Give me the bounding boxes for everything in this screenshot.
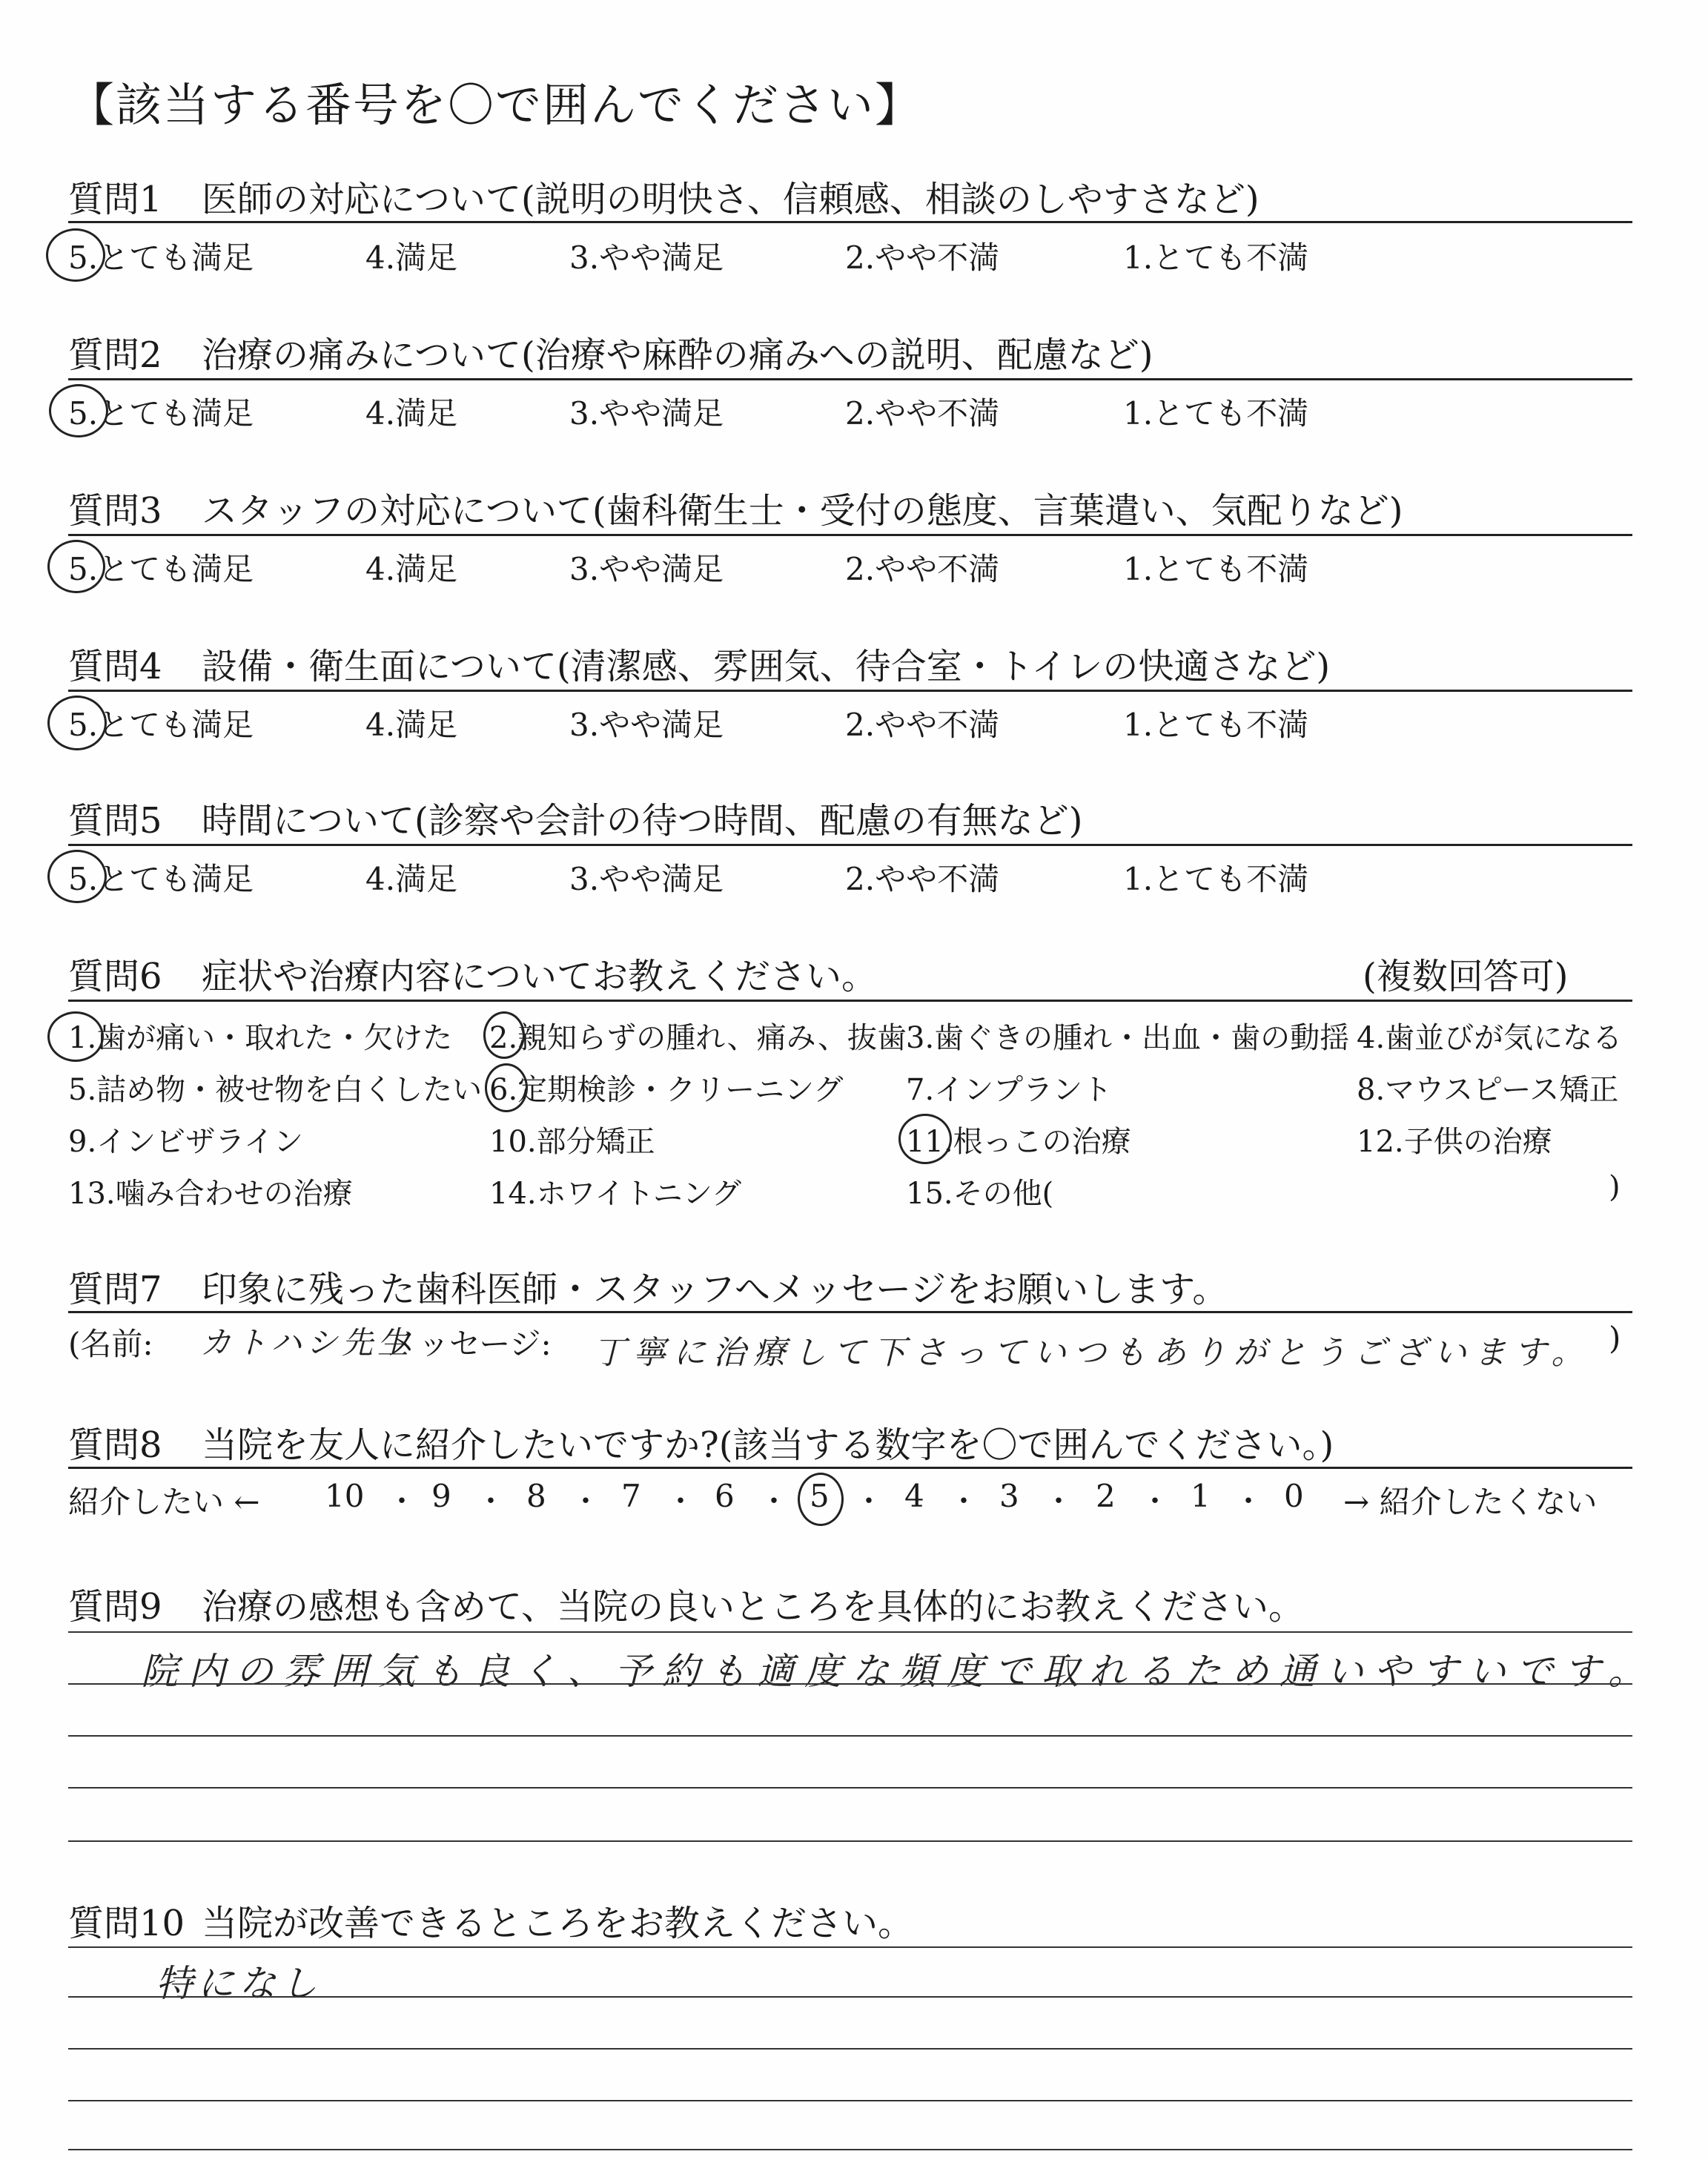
q10-writing-line bbox=[68, 2048, 1632, 2050]
q9-writing-line bbox=[68, 1683, 1632, 1685]
question-4-text: 設備・衛生面について(清潔感、雰囲気、待合室・トイレの快適さなど) bbox=[202, 646, 1331, 687]
q7-message-value[interactable]: 丁寧に治療して下さっていつもありがとうございます。 bbox=[593, 1334, 1592, 1372]
q8-dot: ・ bbox=[387, 1484, 417, 1519]
q8-scale-4[interactable]: 4 bbox=[904, 1478, 924, 1514]
q1-option-3[interactable]: 3.やや満足 bbox=[569, 240, 724, 276]
question-1-label: 質問1 bbox=[68, 179, 162, 220]
q5-option-5[interactable]: 5.とても満足 bbox=[68, 861, 254, 897]
question-5-label: 質問5 bbox=[68, 800, 162, 842]
q8-scale-9[interactable]: 9 bbox=[431, 1478, 451, 1514]
q10-writing-line bbox=[68, 2149, 1632, 2150]
q6-item-1[interactable]: 1.歯が痛い・取れた・欠けた bbox=[68, 1021, 453, 1055]
q2-option-1[interactable]: 1.とても不満 bbox=[1123, 395, 1309, 432]
question-2-text: 治療の痛みについて(治療や麻酔の痛みへの説明、配慮など) bbox=[202, 334, 1153, 376]
q9-writing-line bbox=[68, 1787, 1632, 1789]
question-6-text: 症状や治療内容についてお教えください。 bbox=[202, 956, 878, 997]
q1-option-5[interactable]: 5.とても満足 bbox=[68, 240, 254, 276]
q8-dot: ・ bbox=[949, 1484, 979, 1519]
q4-selected-circle bbox=[47, 696, 107, 750]
q3-option-2[interactable]: 2.やや不満 bbox=[845, 551, 1000, 587]
question-10-text: 当院が改善できるところをお教えください。 bbox=[202, 1903, 914, 1944]
q6-item-2[interactable]: 2.親知らずの腫れ、痛み、抜歯 bbox=[489, 1021, 907, 1055]
q4-option-2[interactable]: 2.やや不満 bbox=[845, 707, 1000, 743]
form-title: 【該当する番号を〇で囲んでください】 bbox=[68, 78, 923, 132]
q8-dot: ・ bbox=[854, 1484, 884, 1519]
q5-option-1[interactable]: 1.とても不満 bbox=[1123, 861, 1309, 897]
q6-item-10[interactable]: 10.部分矯正 bbox=[489, 1125, 655, 1159]
question-1-rule bbox=[68, 221, 1632, 223]
q2-option-4[interactable]: 4.満足 bbox=[365, 395, 458, 432]
q4-option-1[interactable]: 1.とても不満 bbox=[1123, 707, 1309, 743]
q10-writing-line bbox=[68, 2100, 1632, 2101]
question-8-text: 当院を友人に紹介したいですか?(該当する数字を〇で囲んでください。) bbox=[202, 1424, 1334, 1466]
q3-selected-circle bbox=[47, 540, 105, 593]
q8-scale-5[interactable]: 5 bbox=[810, 1478, 830, 1514]
q10-answer[interactable]: 特になし bbox=[156, 1962, 322, 2005]
q4-option-5[interactable]: 5.とても満足 bbox=[68, 707, 254, 743]
q5-option-3[interactable]: 3.やや満足 bbox=[569, 861, 724, 897]
q9-writing-line bbox=[68, 1840, 1632, 1842]
q7-message-label: メッセージ: bbox=[387, 1326, 552, 1362]
question-3-rule bbox=[68, 534, 1632, 536]
question-9-label: 質問9 bbox=[68, 1586, 162, 1628]
q6-item-14[interactable]: 14.ホワイトニング bbox=[489, 1177, 742, 1211]
q6-circle-2 bbox=[483, 1011, 525, 1059]
q2-option-5[interactable]: 5.とても満足 bbox=[68, 395, 254, 432]
q5-option-4[interactable]: 4.満足 bbox=[365, 861, 458, 897]
question-2-rule bbox=[68, 378, 1632, 380]
q6-item-4[interactable]: 4.歯並びが気になる bbox=[1357, 1021, 1623, 1055]
q10-writing-line bbox=[68, 1996, 1632, 1998]
question-7-rule bbox=[68, 1311, 1632, 1313]
question-6-note: (複数回答可) bbox=[1363, 956, 1569, 997]
q6-item-13[interactable]: 13.噛み合わせの治療 bbox=[68, 1177, 353, 1211]
q6-item-15[interactable]: 15.その他( bbox=[906, 1177, 1054, 1211]
q8-dot: ・ bbox=[1140, 1484, 1170, 1519]
q8-dot: ・ bbox=[666, 1484, 695, 1519]
q8-dot: ・ bbox=[759, 1484, 789, 1519]
q7-close-paren: ) bbox=[1609, 1320, 1621, 1356]
q9-writing-line bbox=[68, 1735, 1632, 1737]
question-5-rule bbox=[68, 844, 1632, 846]
q8-scale-6[interactable]: 6 bbox=[715, 1478, 735, 1514]
question-2-label: 質問2 bbox=[68, 334, 162, 376]
q8-scale-7[interactable]: 7 bbox=[621, 1478, 641, 1514]
q3-option-3[interactable]: 3.やや満足 bbox=[569, 551, 724, 587]
q3-option-4[interactable]: 4.満足 bbox=[365, 551, 458, 587]
q8-scale-1[interactable]: 1 bbox=[1191, 1478, 1211, 1514]
q8-right-label: → 紹介したくない bbox=[1343, 1484, 1598, 1520]
q2-selected-circle bbox=[49, 384, 108, 437]
q8-dot: ・ bbox=[1044, 1484, 1073, 1519]
q2-option-2[interactable]: 2.やや不満 bbox=[845, 395, 1000, 432]
q8-scale-10[interactable]: 10 bbox=[325, 1478, 365, 1514]
question-3-text: スタッフの対応について(歯科衛生士・受付の態度、言葉遣い、気配りなど) bbox=[202, 490, 1403, 532]
q9-writing-line bbox=[68, 1631, 1632, 1633]
question-7-label: 質問7 bbox=[68, 1269, 162, 1310]
q9-answer[interactable]: 院内の雰囲気も良く、予約も適度な頻度で取れるため通いやすいです。 bbox=[141, 1650, 1655, 1693]
q4-option-3[interactable]: 3.やや満足 bbox=[569, 707, 724, 743]
q2-option-3[interactable]: 3.やや満足 bbox=[569, 395, 724, 432]
q7-name-label: (名前: bbox=[68, 1326, 153, 1362]
q6-item-9[interactable]: 9.インビザライン bbox=[68, 1125, 303, 1159]
q6-circle-1 bbox=[47, 1011, 104, 1062]
question-6-label: 質問6 bbox=[68, 956, 162, 997]
question-3-label: 質問3 bbox=[68, 490, 162, 532]
q6-item-11[interactable]: 11.根っこの治療 bbox=[906, 1125, 1131, 1159]
q5-selected-circle bbox=[47, 850, 107, 903]
q3-option-5[interactable]: 5.とても満足 bbox=[68, 551, 254, 587]
q6-item-7[interactable]: 7.インプラント bbox=[906, 1073, 1113, 1107]
q8-selected-circle bbox=[798, 1473, 844, 1526]
question-4-rule bbox=[68, 690, 1632, 692]
q8-dot: ・ bbox=[1234, 1484, 1263, 1519]
q1-option-1[interactable]: 1.とても不満 bbox=[1123, 240, 1309, 276]
q6-item-5[interactable]: 5.詰め物・被せ物を白くしたい bbox=[68, 1073, 483, 1107]
question-7-text: 印象に残った歯科医師・スタッフへメッセージをお願いします。 bbox=[202, 1269, 1228, 1310]
q3-option-1[interactable]: 1.とても不満 bbox=[1123, 551, 1309, 587]
q8-dot: ・ bbox=[571, 1484, 600, 1519]
q6-item-3[interactable]: 3.歯ぐきの腫れ・出血・歯の動揺 bbox=[906, 1021, 1350, 1055]
q6-item-8[interactable]: 8.マウスピース矯正 bbox=[1357, 1073, 1619, 1107]
question-8-label: 質問8 bbox=[68, 1424, 162, 1466]
question-9-text: 治療の感想も含めて、当院の良いところを具体的にお教えください。 bbox=[202, 1586, 1305, 1628]
q6-item-12[interactable]: 12.子供の治療 bbox=[1357, 1125, 1552, 1159]
q8-scale-8[interactable]: 8 bbox=[526, 1478, 546, 1514]
q6-circle-11 bbox=[898, 1114, 952, 1164]
q6-item-6[interactable]: 6.定期検診・クリーニング bbox=[489, 1073, 844, 1107]
q5-option-2[interactable]: 2.やや不満 bbox=[845, 861, 1000, 897]
q6-circle-6 bbox=[485, 1063, 528, 1112]
q10-writing-line bbox=[68, 1946, 1632, 1948]
q8-scale-2[interactable]: 2 bbox=[1096, 1478, 1116, 1514]
q4-option-4[interactable]: 4.満足 bbox=[365, 707, 458, 743]
q1-selected-circle bbox=[46, 228, 105, 282]
question-5-text: 時間について(診察や会計の待つ時間、配慮の有無など) bbox=[202, 800, 1083, 842]
q1-option-4[interactable]: 4.満足 bbox=[365, 240, 458, 276]
question-4-label: 質問4 bbox=[68, 646, 162, 687]
q6-item-15-close-paren: ) bbox=[1609, 1170, 1621, 1204]
q8-dot: ・ bbox=[476, 1484, 506, 1519]
q8-scale-3[interactable]: 3 bbox=[999, 1478, 1019, 1514]
question-10-label: 質問10 bbox=[68, 1903, 185, 1944]
question-8-rule bbox=[68, 1467, 1632, 1469]
question-1-text: 医師の対応について(説明の明快さ、信頼感、相談のしやすさなど) bbox=[202, 179, 1260, 220]
question-6-rule bbox=[68, 1000, 1632, 1002]
q8-left-label: 紹介したい ← bbox=[68, 1484, 260, 1520]
q1-option-2[interactable]: 2.やや不満 bbox=[845, 240, 1000, 276]
q8-scale-0[interactable]: 0 bbox=[1284, 1478, 1304, 1514]
q7-name-value[interactable]: カトハシ先生 bbox=[200, 1324, 414, 1361]
